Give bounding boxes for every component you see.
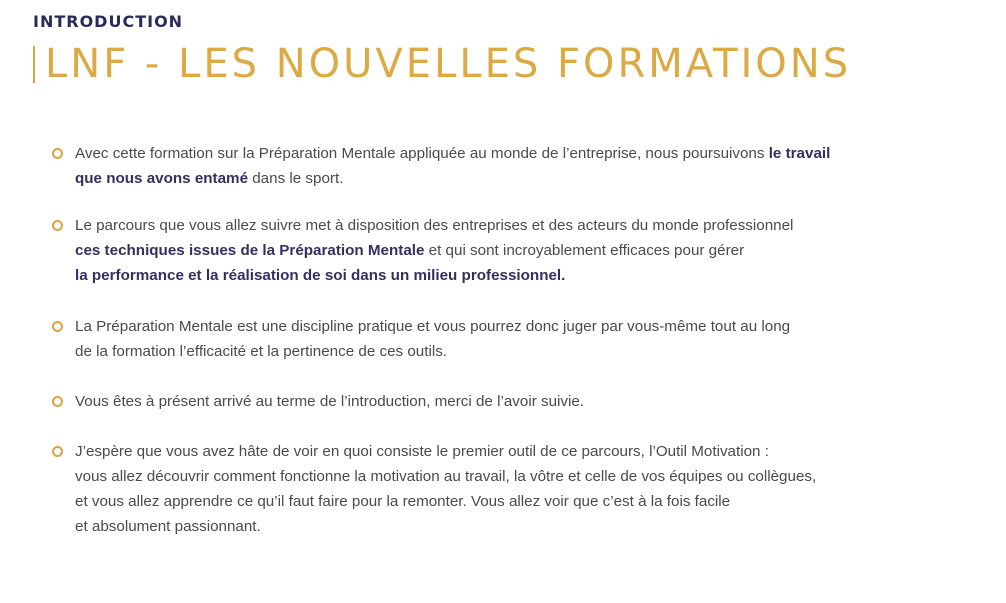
highlighted-text: le travail — [768, 145, 831, 162]
bullet-line: Le parcours que vous allez suivre met à disposition des entreprises et des acteurs du monde professionnel — [75, 217, 794, 234]
bullet-line: de la formation l’efficacité et la pertinence de ces outils. — [75, 343, 448, 360]
bullet-line — [75, 166, 982, 191]
bullet-line — [75, 238, 982, 263]
bullet-text: dans le sport. — [248, 170, 344, 187]
bullet-line: Vous êtes à présent arrivé au terme de l’introduction, merci de l’avoir suivie. — [75, 393, 585, 410]
bullet-item — [52, 314, 982, 364]
bullet-line: et absolument passionnant. — [75, 518, 261, 535]
bullet-item — [52, 213, 982, 288]
bullet-line: et vous allez apprendre ce qu’il faut faire pour la remonter. Vous allez voir que c’est à la fois facile — [75, 493, 731, 510]
bullet-text: Avec cette formation sur la Préparation Mentale appliquée au monde de l’entreprise, nous poursuivons — [75, 145, 769, 162]
highlighted-text: ces techniques issues de la Préparation Mentale — [75, 242, 425, 259]
circle-bullet-icon — [52, 148, 63, 159]
bullet-line: vous allez découvrir comment fonctionne la motivation au travail, la vôtre et celle de vos équipes ou collègues, — [75, 468, 817, 485]
bullet-line: La Préparation Mentale est une discipline pratique et vous pourrez donc juger par vous-même tout au long — [75, 318, 791, 335]
bullet-item — [52, 141, 982, 191]
circle-bullet-icon — [52, 220, 63, 231]
bullet-item — [52, 439, 982, 539]
title-accent-bar — [33, 46, 35, 83]
bullet-line — [75, 141, 982, 166]
page-title: LNF - LES NOUVELLES FORMATIONS — [45, 41, 852, 87]
bullet-text: et qui sont incroyablement efficaces pour gérer — [424, 242, 745, 259]
bullet-item — [52, 389, 982, 414]
circle-bullet-icon — [52, 396, 63, 407]
section-eyebrow: INTRODUCTION — [33, 12, 184, 31]
circle-bullet-icon — [52, 446, 63, 457]
content-bullet-list — [52, 141, 982, 539]
highlighted-text: que nous avons entamé — [75, 170, 249, 187]
highlighted-text: la performance et la réalisation de soi dans un milieu professionnel. — [75, 267, 566, 284]
circle-bullet-icon — [52, 321, 63, 332]
bullet-line: J’espère que vous avez hâte de voir en quoi consiste le premier outil de ce parcours, l’Outil Motivation : — [75, 443, 769, 460]
